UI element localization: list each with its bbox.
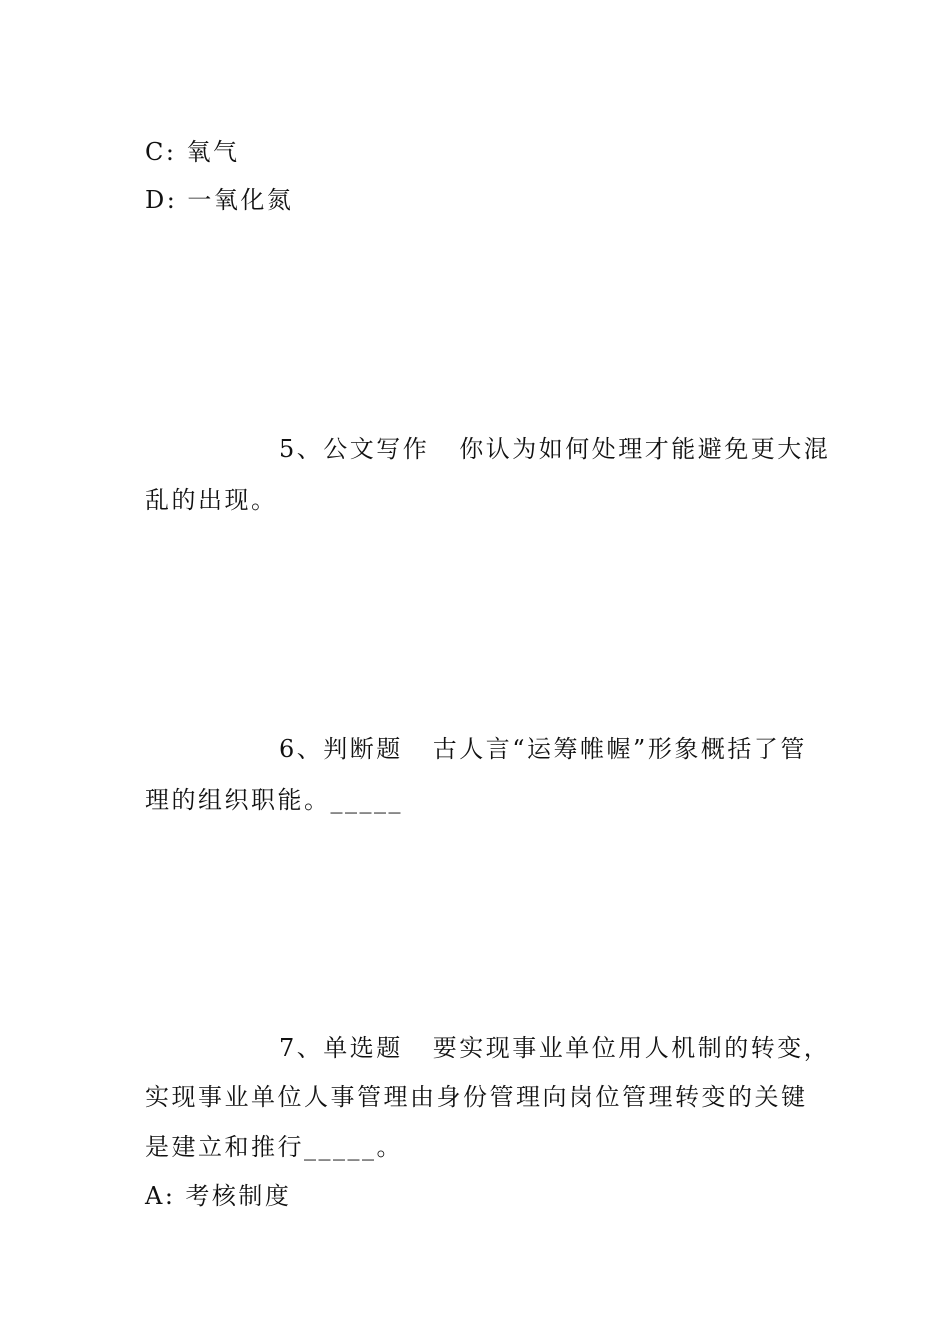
question-number: 6、 bbox=[279, 735, 324, 763]
question-text: 要实现事业单位用人机制的转变， bbox=[432, 1034, 831, 1062]
question-7-line-3: 是建立和推行_____。 bbox=[145, 1133, 403, 1161]
option-text: 考核制度 bbox=[185, 1182, 292, 1210]
option-c bbox=[145, 140, 239, 164]
question-text: 古人言“运筹帷幄”形象概括了管 bbox=[432, 735, 807, 763]
option-key: A: bbox=[145, 1182, 176, 1210]
question-5-first-line bbox=[279, 437, 830, 461]
option-text: 一氧化氮 bbox=[187, 186, 294, 214]
option-key: C: bbox=[145, 138, 177, 166]
question-type: 判断题 bbox=[323, 735, 403, 763]
option-d bbox=[145, 188, 293, 212]
question-text: 你认为如何处理才能避免更大混 bbox=[459, 435, 831, 463]
question-number: 5、 bbox=[279, 435, 324, 463]
option-text: 氧气 bbox=[186, 138, 240, 166]
question-number: 7、 bbox=[279, 1034, 324, 1062]
question-6-first-line bbox=[279, 737, 807, 761]
question-5-line-2: 乱的出现。 bbox=[145, 486, 278, 514]
question-6-line-2: 理的组织职能。_____ bbox=[145, 786, 403, 814]
option-a bbox=[145, 1184, 291, 1208]
question-type: 单选题 bbox=[323, 1034, 403, 1062]
option-key: D: bbox=[145, 186, 178, 214]
question-type: 公文写作 bbox=[323, 435, 430, 463]
question-7-first-line bbox=[279, 1036, 830, 1060]
question-7-line-2: 实现事业单位人事管理由身份管理向岗位管理转变的关键 bbox=[145, 1083, 808, 1111]
